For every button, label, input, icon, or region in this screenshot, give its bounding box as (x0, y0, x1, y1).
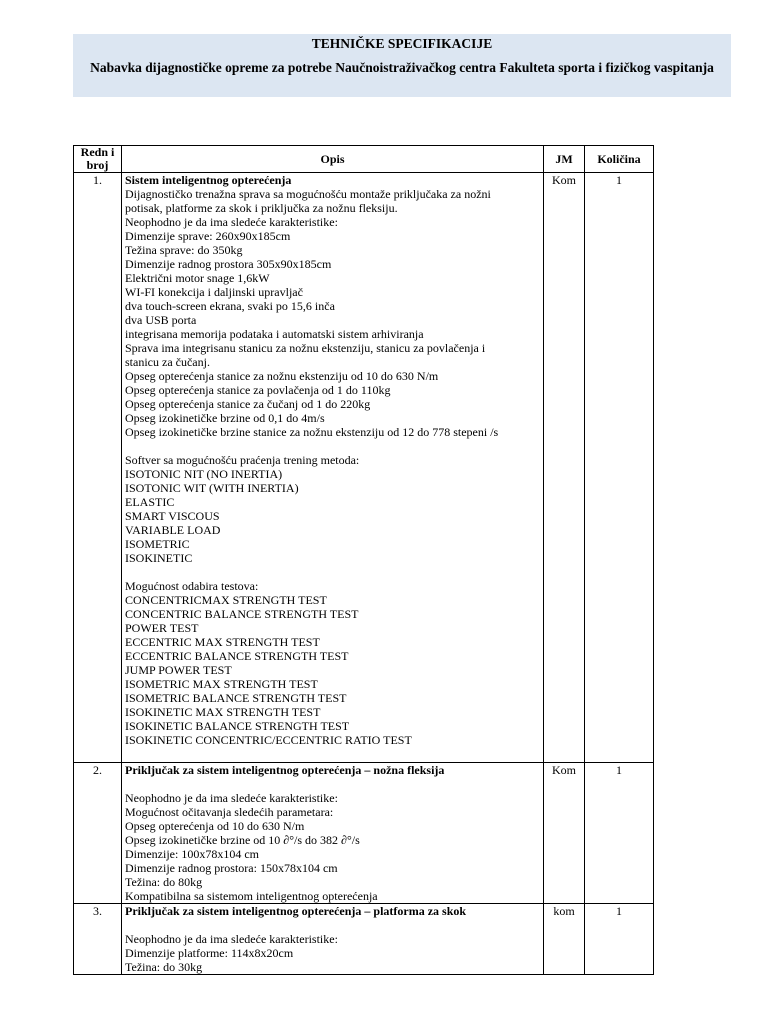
description-line: Opseg opterećenja stanice za čučanj od 1 do 220kg (125, 397, 371, 411)
description-line: ISOMETRIC (125, 537, 190, 551)
item-description-body (125, 932, 540, 974)
description-line: Mogućnost očitavanja sledećih parametara: (125, 805, 334, 819)
column-header-no: Redn i broj (74, 146, 122, 173)
description-line: Električni motor snage 1,6kW (125, 271, 270, 285)
description-line: ISOTONIC NIT (NO INERTIA) (125, 467, 283, 481)
description-line: Težina sprave: do 350kg (125, 243, 243, 257)
description-line: ISOKINETIC CONCENTRIC/ECCENTRIC RATIO TEST (125, 733, 412, 747)
description-line: ISOTONIC WIT (WITH INERTIA) (125, 481, 299, 495)
description-line: SMART VISCOUS (125, 509, 220, 523)
description-line: ELASTIC (125, 495, 175, 509)
description-line: Sprava ima integrisanu stanicu za nožnu ekstenziju, stanicu za povlačenja i (125, 341, 486, 355)
document-header (73, 34, 731, 97)
specification-table (73, 145, 654, 975)
row-description (122, 173, 544, 763)
item-description-body (125, 791, 540, 903)
item-title: Priključak za sistem inteligentnog opterećenja – platforma za skok (125, 904, 467, 918)
item-description-body (125, 187, 540, 747)
row-quantity: 1 (585, 173, 654, 763)
description-line: Opseg izokinetičke brzine od 0,1 do 4m/s (125, 411, 325, 425)
description-line: Dimenzije radnog prostora 305x90x185cm (125, 257, 332, 271)
description-line: CONCENTRIC BALANCE STRENGTH TEST (125, 607, 359, 621)
column-header-desc: Opis (122, 146, 544, 173)
description-line: VARIABLE LOAD (125, 523, 221, 537)
table-row (74, 763, 654, 904)
description-line: Težina: do 80kg (125, 875, 203, 889)
item-title: Sistem inteligentnog opterećenja (125, 173, 292, 187)
description-line: Opseg izokinetičke brzine od 10 ∂°/s do 382 ∂°/s (125, 833, 360, 847)
description-line: ISOMETRIC BALANCE STRENGTH TEST (125, 691, 347, 705)
row-unit: Kom (544, 173, 585, 763)
description-line: dva touch-screen ekrana, svaki po 15,6 inča (125, 299, 335, 313)
spacer (125, 439, 540, 453)
spacer (125, 918, 540, 932)
spacer (125, 565, 540, 579)
document-subtitle: Nabavka dijagnostičke opreme za potrebe Naučnoistraživačkog centra Fakulteta sporta i fizičkog vaspitanja (90, 60, 714, 75)
description-line: ISOMETRIC MAX STRENGTH TEST (125, 677, 318, 691)
table-header-row (74, 146, 654, 173)
description-line: ISOKINETIC BALANCE STRENGTH TEST (125, 719, 350, 733)
description-line: Mogućnost odabira testova: (125, 579, 259, 593)
description-line: Opseg opterećenja od 10 do 630 N/m (125, 819, 305, 833)
description-line: Dimenzije platforme: 114x8x20cm (125, 946, 294, 960)
row-unit: kom (544, 904, 585, 975)
description-line: Neophodno je da ima sledeće karakteristike: (125, 791, 338, 805)
description-line: CONCENTRICMAX STRENGTH TEST (125, 593, 327, 607)
row-number: 1. (74, 173, 122, 763)
table-row (74, 173, 654, 763)
description-line: ECCENTRIC BALANCE STRENGTH TEST (125, 649, 349, 663)
row-number: 3. (74, 904, 122, 975)
description-line: dva USB porta (125, 313, 197, 327)
description-line: ISOKINETIC (125, 551, 193, 565)
item-title: Priključak za sistem inteligentnog opterećenja – nožna fleksija (125, 763, 445, 777)
description-line: WI-FI konekcija i daljinski upravljač (125, 285, 303, 299)
column-header-unit: JM (544, 146, 585, 173)
row-quantity: 1 (585, 763, 654, 904)
description-line: Opseg opterećenja stanice za povlačenja od 1 do 110kg (125, 383, 391, 397)
description-line: stanicu za čučanj. (125, 355, 210, 369)
row-quantity: 1 (585, 904, 654, 975)
description-line: Kompatibilna sa sistemom inteligentnog opterećenja (125, 889, 378, 903)
description-line: Dimenzije sprave: 260x90x185cm (125, 229, 291, 243)
description-line: Neophodno je da ima sledeće karakteristike: (125, 932, 338, 946)
description-line: ISOKINETIC MAX STRENGTH TEST (125, 705, 321, 719)
description-line: Opseg opterećenja stanice za nožnu ekstenziju od 10 do 630 N/m (125, 369, 439, 383)
table-row (74, 904, 654, 975)
description-line: JUMP POWER TEST (125, 663, 232, 677)
description-line: Softver sa mogućnošću praćenja trening metoda: (125, 453, 360, 467)
row-description (122, 904, 544, 975)
description-line: POWER TEST (125, 621, 199, 635)
description-line: potisak, platforme za skok i priključka za nožnu fleksiju. (125, 201, 398, 215)
description-line: integrisana memorija podataka i automatski sistem arhiviranja (125, 327, 424, 341)
row-unit: Kom (544, 763, 585, 904)
description-line: Opseg izokinetičke brzine stanice za nožnu ekstenziju od 12 do 778 stepeni /s (125, 425, 499, 439)
document-title: TEHNIČKE SPECIFIKACIJE (311, 36, 493, 51)
spacer (125, 777, 540, 791)
column-header-qty: Količina (585, 146, 654, 173)
row-description (122, 763, 544, 904)
description-line: ECCENTRIC MAX STRENGTH TEST (125, 635, 320, 649)
description-line: Dimenzije: 100x78x104 cm (125, 847, 259, 861)
row-number: 2. (74, 763, 122, 904)
description-line: Neophodno je da ima sledeće karakteristike: (125, 215, 338, 229)
description-line: Dijagnostičko trenažna sprava sa mogućnošću montaže priključaka za nožni (125, 187, 491, 201)
description-line: Težina: do 30kg (125, 960, 203, 974)
description-line: Dimenzije radnog prostora: 150x78x104 cm (125, 861, 338, 875)
